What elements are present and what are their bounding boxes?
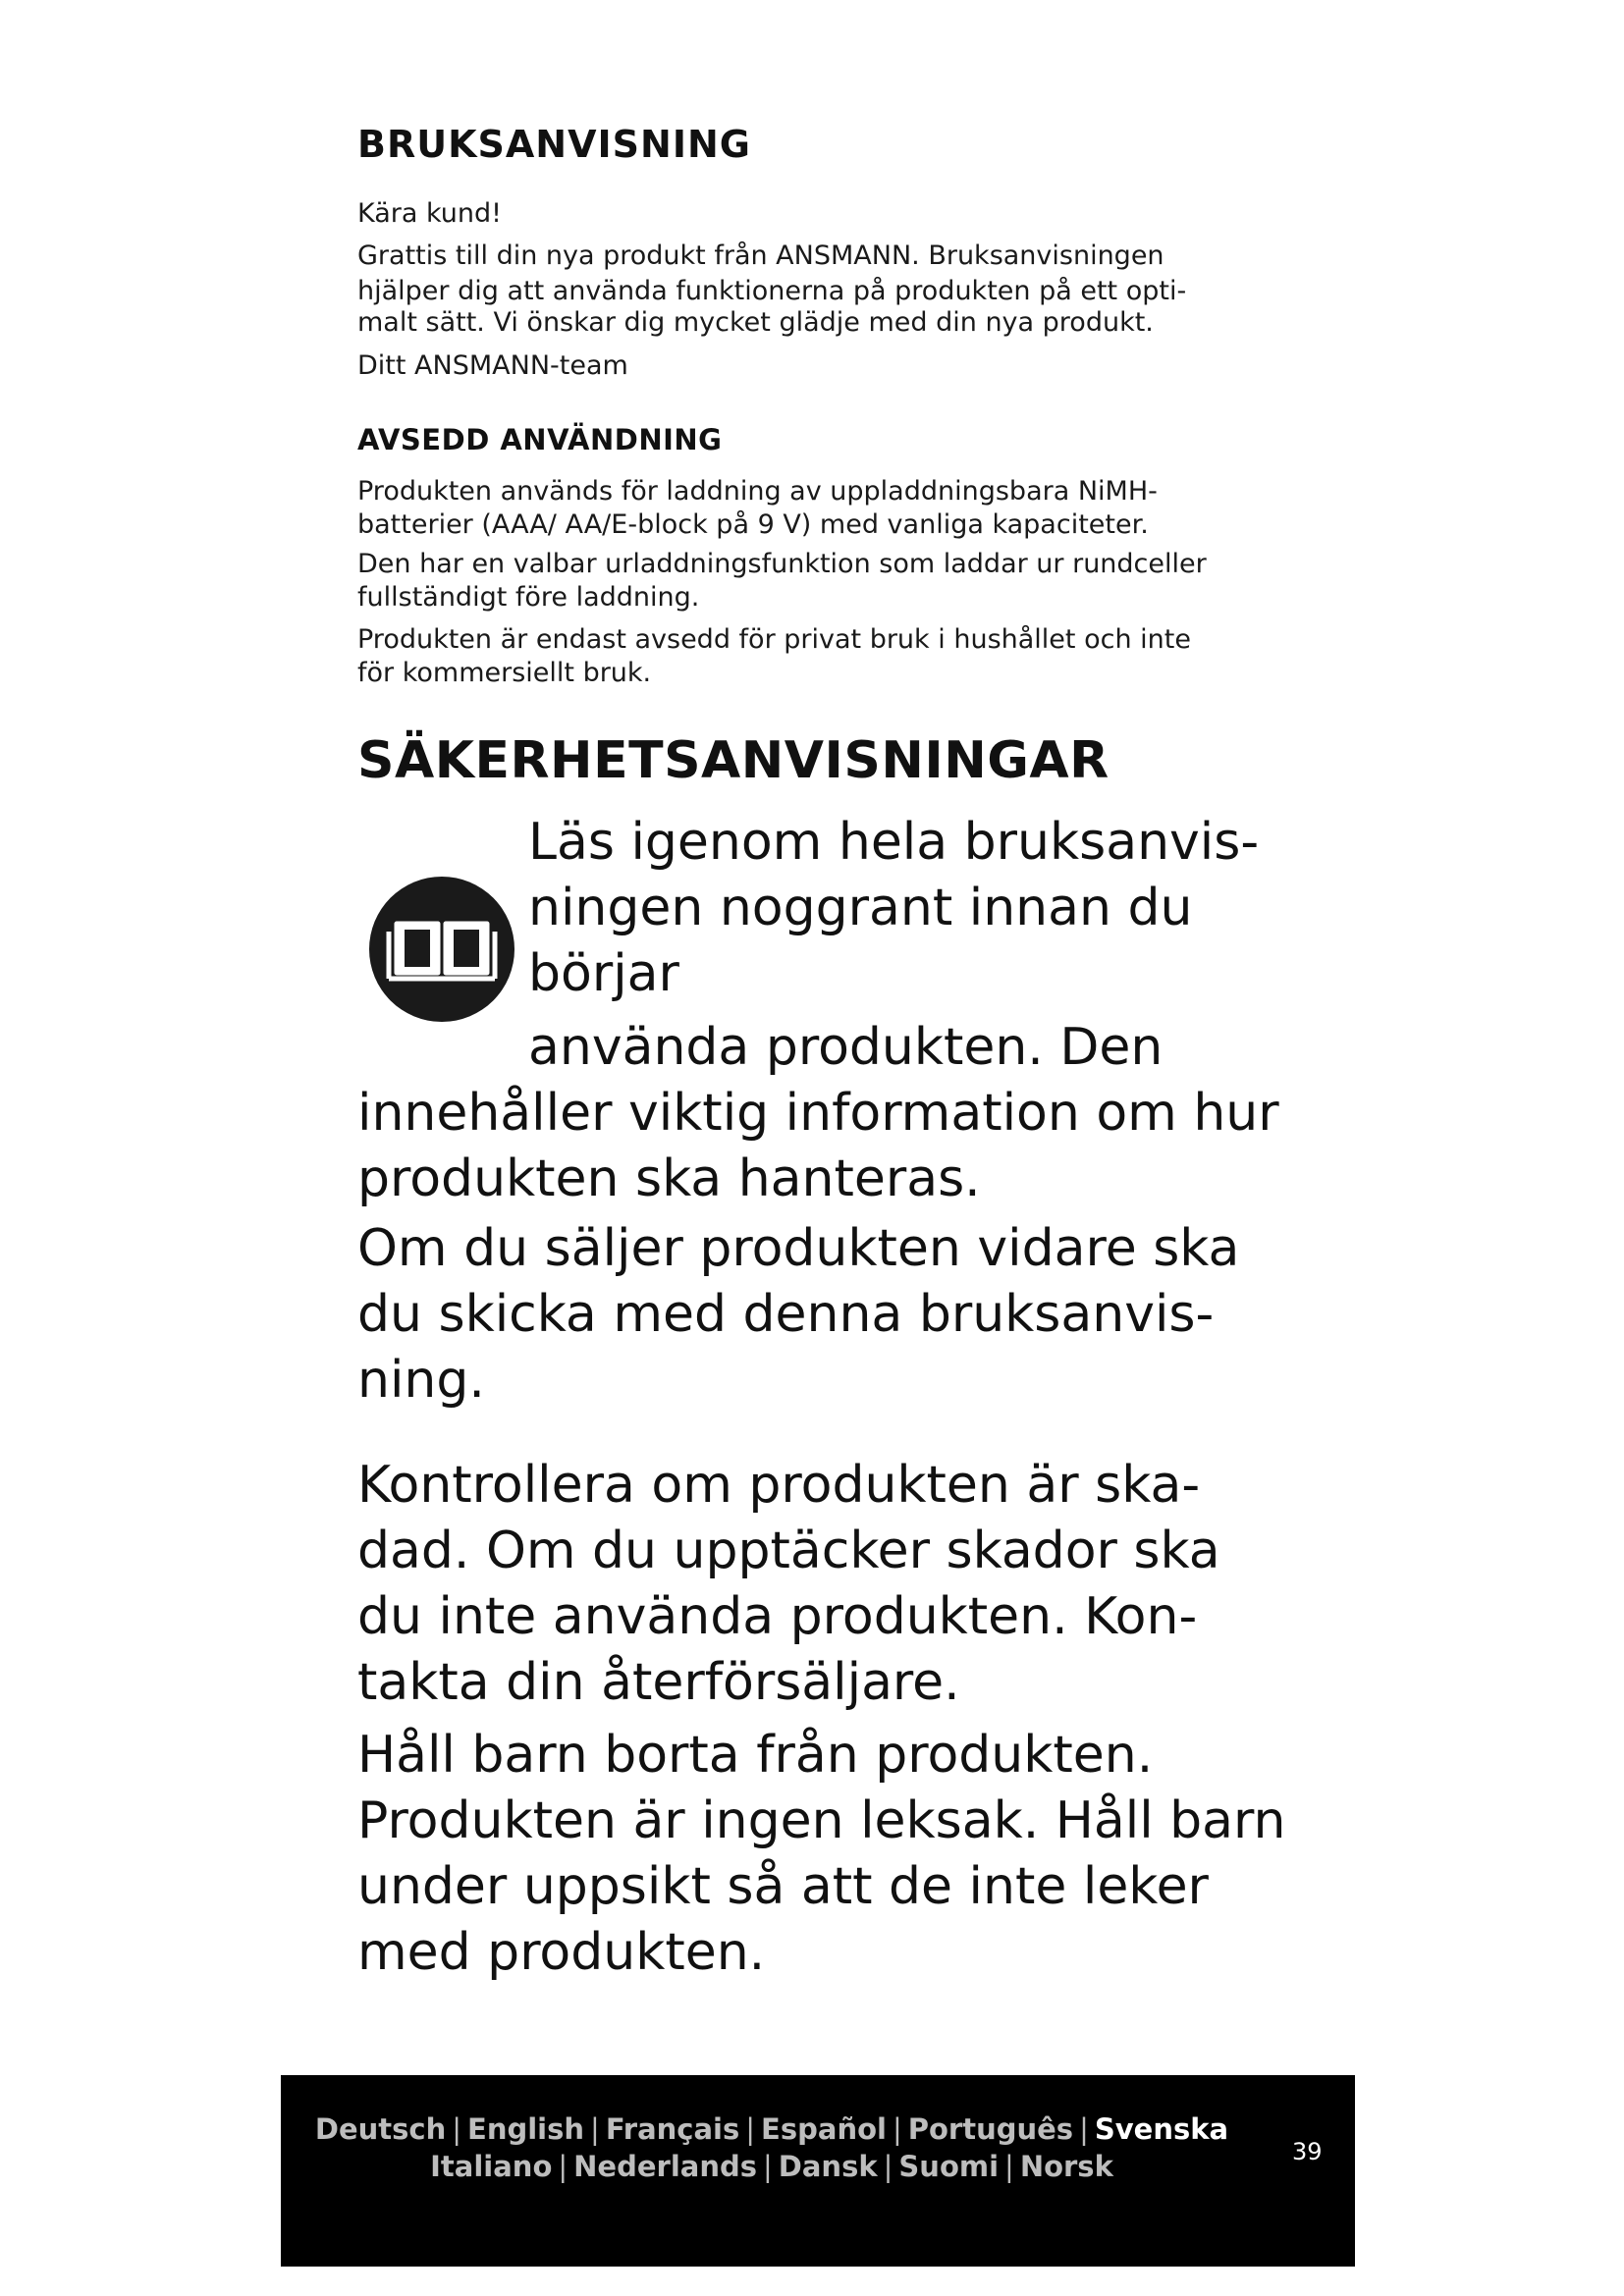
safety-line: ningen noggrant innan du [528,879,1193,937]
language-nav-row-2 [281,2148,1263,2185]
safety-line: Om du säljer produkten vidare ska [357,1219,1240,1278]
safety-line: Håll barn borta från produkten. [357,1726,1154,1785]
safety-line: med produkten. [357,1923,766,1982]
safety-line: använda produkten. Den [528,1018,1164,1077]
safety-line: du skicka med denna bruksanvis- [357,1285,1215,1344]
lang-link-nederlands[interactable]: Nederlands [573,2150,757,2183]
page-title: BRUKSANVISNING [357,123,751,166]
intended-use-line: fullständigt före laddning. [357,582,700,613]
separator: | [1079,2112,1089,2146]
intended-use-line: Den har en valbar urladdningsfunktion som laddar ur rundceller [357,549,1207,579]
safety-line: ning. [357,1351,485,1410]
separator: | [892,2112,902,2146]
greeting: Kära kund! [357,198,502,229]
lang-link-italiano[interactable]: Italiano [430,2150,553,2183]
safety-line: produkten ska hanteras. [357,1149,981,1208]
lang-link-dansk[interactable]: Dansk [778,2150,878,2183]
footer-bar [281,2075,1355,2267]
separator: | [558,2150,568,2183]
separator: | [452,2112,462,2146]
lang-link-suomi[interactable]: Suomi [898,2150,1000,2183]
section-heading-intended-use: AVSEDD ANVÄNDNING [357,423,723,456]
section-heading-safety: SÄKERHETSANVISNINGAR [357,731,1110,790]
intro-line: malt sätt. Vi önskar dig mycket glädje med din nya produkt. [357,307,1154,338]
lang-link-francais[interactable]: Français [605,2112,740,2146]
separator: | [590,2112,600,2146]
separator: | [745,2112,756,2146]
lang-link-english[interactable]: English [467,2112,585,2146]
intro-line: Grattis till din nya produkt från ANSMANN. Bruksanvisningen [357,240,1164,271]
intended-use-line: Produkten används för laddning av uppladdningsbara NiMH- [357,476,1158,507]
safety-line: dad. Om du upptäcker skador ska [357,1522,1220,1580]
intro-line: hjälper dig att använda funktionerna på produkten på ett opti- [357,276,1187,306]
safety-line: börjar [528,944,679,1003]
intended-use-line: batterier (AAA/ AA/E-block på 9 V) med vanliga kapaciteter. [357,509,1149,540]
lang-link-norsk[interactable]: Norsk [1019,2150,1113,2183]
language-nav-row-1 [281,2110,1263,2148]
signoff: Ditt ANSMANN-team [357,350,628,381]
safety-line: du inte använda produkten. Kon- [357,1587,1198,1646]
lang-link-deutsch[interactable]: Deutsch [314,2112,447,2146]
intended-use-line: för kommersiellt bruk. [357,658,652,688]
separator: | [883,2150,893,2183]
separator: | [763,2150,773,2183]
lang-link-espanol[interactable]: Español [761,2112,887,2146]
separator: | [1004,2150,1014,2183]
book-icon [367,875,516,1024]
safety-line: Kontrollera om produkten är ska- [357,1456,1201,1515]
safety-line: innehåller viktig information om hur [357,1084,1279,1143]
safety-line: Läs igenom hela bruksanvis- [528,813,1260,872]
safety-line: under uppsikt så att de inte leker [357,1857,1209,1916]
safety-line: Produkten är ingen leksak. Håll barn [357,1791,1286,1850]
intended-use-line: Produkten är endast avsedd för privat bruk i hushållet och inte [357,624,1191,655]
page-number: 39 [1292,2138,1323,2165]
safety-line: takta din återförsäljare. [357,1653,960,1712]
lang-link-svenska[interactable]: Svenska [1094,2112,1229,2146]
lang-link-portugues[interactable]: Português [907,2112,1074,2146]
